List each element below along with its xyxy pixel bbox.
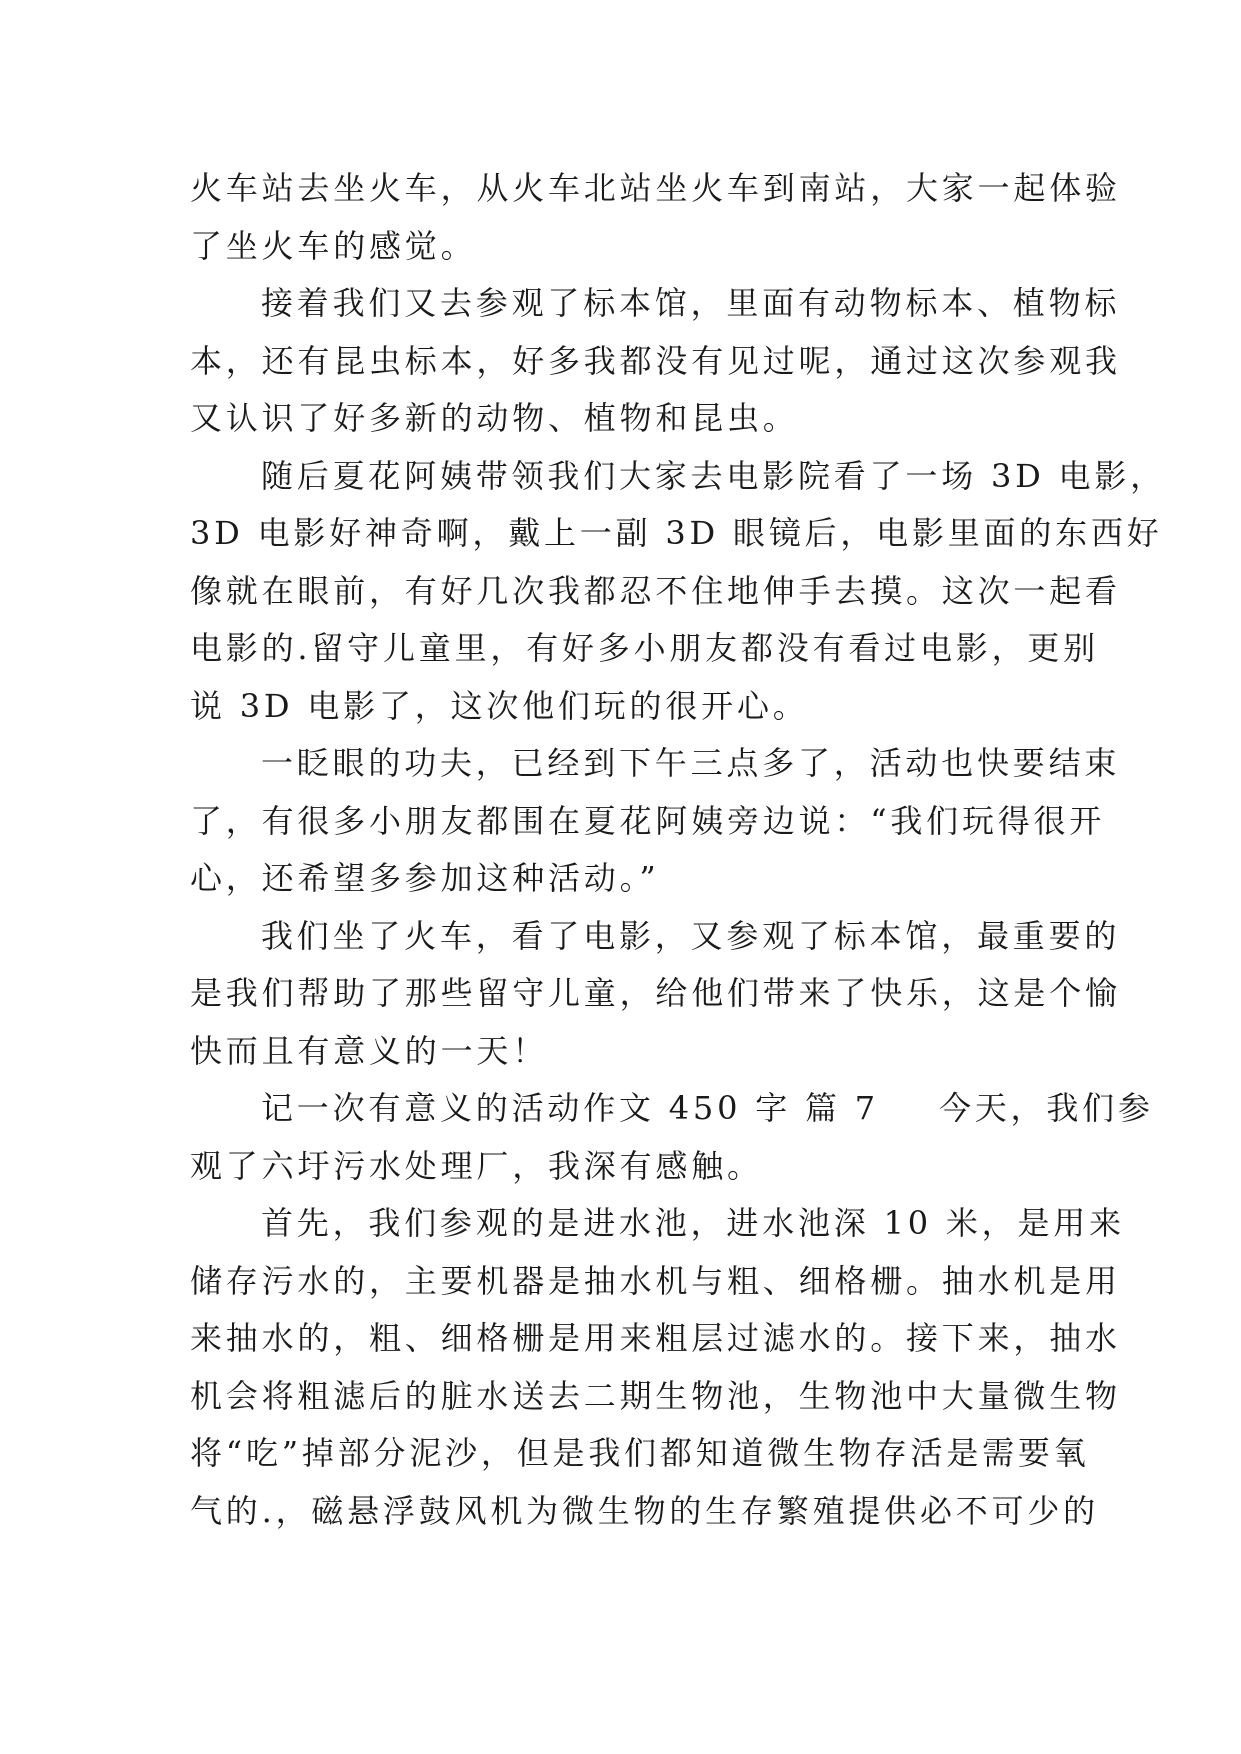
text-line: 电影的.留守儿童里，有好多小朋友都没有看过电影，更别 [190, 629, 1099, 667]
text-line: 像就在眼前，有好几次我都忍不住地伸手去摸。这次一起看 [190, 571, 1121, 610]
text-line: 储存污水的，主要机器是抽水机与粗、细格栅。抽水机是用 [190, 1261, 1121, 1300]
section-heading: 记一次有意义的活动作文 450 字 篇 7 [261, 1089, 879, 1127]
text-line: 又认识了好多新的动物、植物和昆虫。 [190, 399, 799, 437]
section-heading-line [190, 1080, 1154, 1138]
text-line: 快而且有意义的一天！ [190, 1031, 549, 1070]
text-line: 了坐火车的感觉。 [190, 226, 477, 265]
essay-body [190, 160, 1166, 1540]
text-line: 来抽水的，粗、细格栅是用来粗层过滤水的。接下来，抽水 [190, 1319, 1121, 1357]
paragraph-start-line: 接着我们又去参观了标本馆，里面有动物标本、植物标 [261, 284, 1121, 322]
paragraph-start-line: 首先，我们参观的是进水池，进水池深 10 米，是用来 [261, 1204, 1125, 1242]
text-line: 了，有很多小朋友都围在夏花阿姨旁边说：“我们玩得很开 [190, 801, 1106, 840]
text-line: 气的.，磁悬浮鼓风机为微生物的生存繁殖提供必不可少的 [190, 1491, 1099, 1530]
section-intro: 今天，我们参 [938, 1089, 1154, 1127]
text-line: 将“吃”掉部分泥沙，但是我们都知道微生物存活是需要氧 [190, 1434, 1090, 1472]
paragraph-start-line: 随后夏花阿姨带领我们大家去电影院看了一场 3D 电影， [261, 456, 1166, 495]
paragraph-start-line: 一眨眼的功夫，已经到下午三点多了，活动也快要结束 [261, 744, 1121, 782]
text-line: 3D 电影好神奇啊，戴上一副 3D 眼镜后，电影里面的东西好 [190, 514, 1163, 552]
text-line: 火车站去坐火车，从火车北站坐火车到南站，大家一起体验 [190, 169, 1121, 207]
text-line: 说 3D 电影了，这次他们玩的很开心。 [190, 686, 809, 725]
text-line: 是我们帮助了那些留守儿童，给他们带来了快乐，这是个愉 [190, 974, 1121, 1012]
text-line: 心，还希望多参加这种活动。” [190, 859, 660, 897]
text-line: 观了六圩污水处理厂，我深有感触。 [190, 1146, 763, 1185]
paragraph-start-line: 我们坐了火车，看了电影，又参观了标本馆，最重要的 [261, 916, 1121, 955]
text-line: 本，还有昆虫标本，好多我都没有见过呢，通过这次参观我 [190, 341, 1121, 380]
text-line: 机会将粗滤后的脏水送去二期生物池，生物池中大量微生物 [190, 1376, 1121, 1415]
